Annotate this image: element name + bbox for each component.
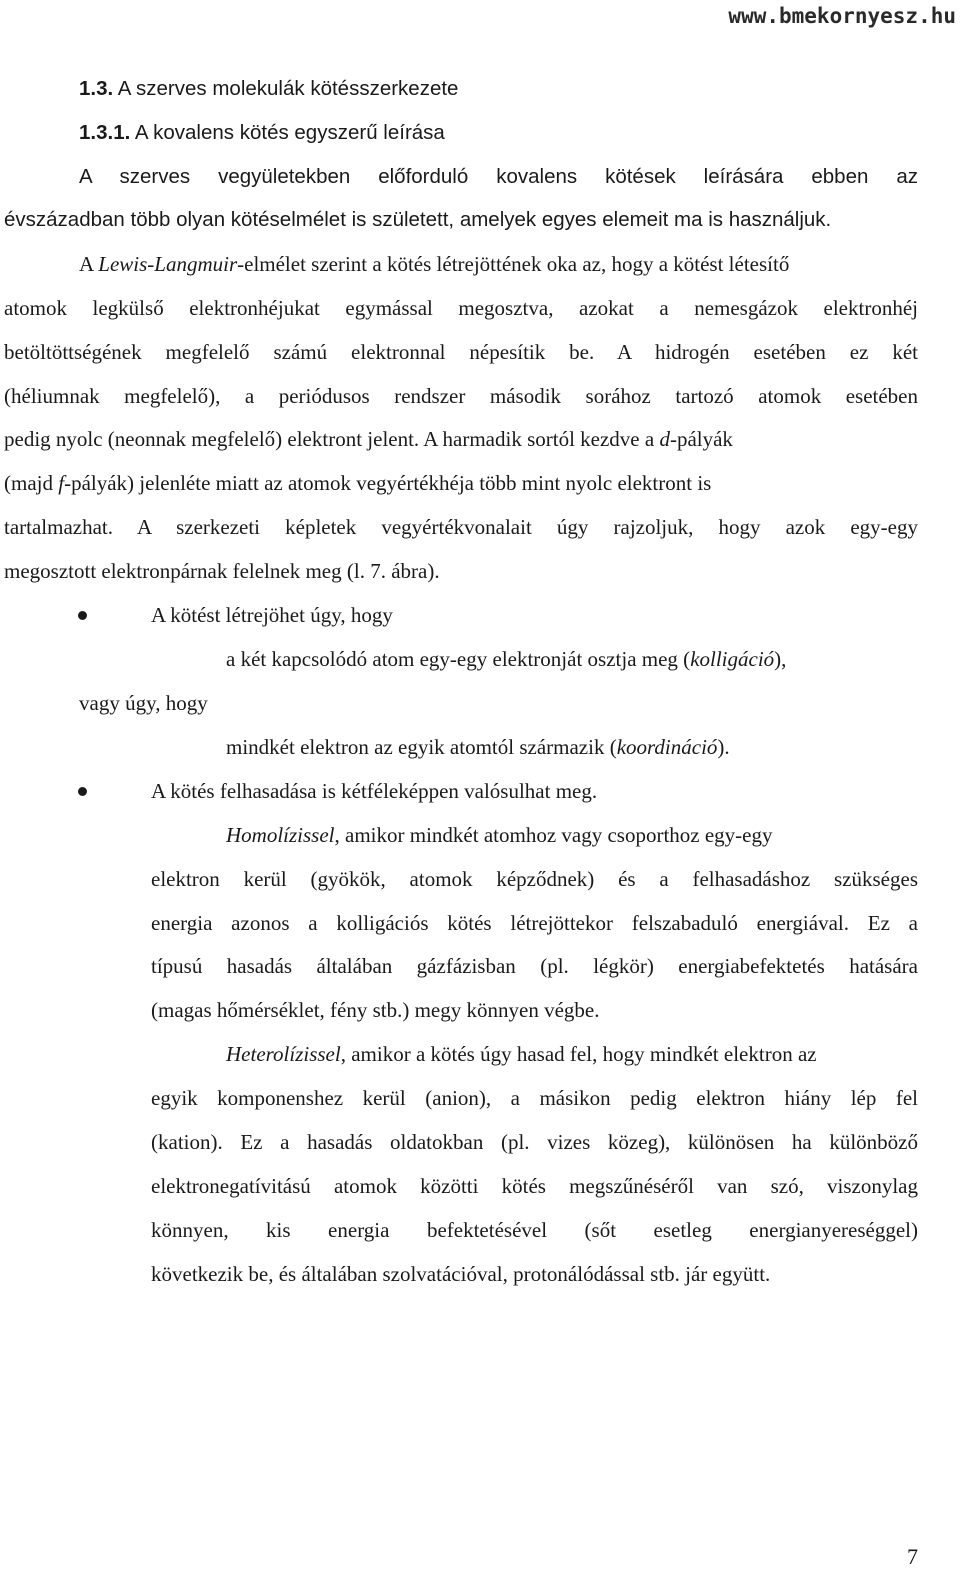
homolysis-term: Homolízissel xyxy=(226,823,335,847)
homolysis-line-4: típusú hasadás általában gázfázisban (pl. légkör) energiabefektetés hatására xyxy=(151,954,918,978)
lewis-line-1: A Lewis-Langmuir-elmélet szerint a kötés létrejöttének oka az, hogy a kötést létesítő xyxy=(79,252,790,276)
heterolysis-line-1: Heterolízissel, amikor a kötés úgy hasad fel, hogy mindkét elektron az xyxy=(226,1042,817,1066)
heterolysis-term: Heterolízissel xyxy=(226,1042,341,1066)
lewis-line-5: pedig nyolc (neonnak megfelelő) elektront jelent. A harmadik sortól kezdve a d-pályák xyxy=(4,427,733,451)
homolysis-line-1: Homolízissel, amikor mindkét atomhoz vagy csoporthoz egy-egy xyxy=(226,823,773,847)
section-number: 1.3. xyxy=(79,77,114,100)
homolysis-line-3: energia azonos a kolligációs kötés létrejöttekor felszabaduló energiával. Ez a xyxy=(151,911,918,935)
homolysis-line-2: elektron kerül (gyökök, atomok képződnek) és a felhasadáshoz szükséges xyxy=(151,867,918,891)
heterolysis-line-4: elektronegatívitású atomok közötti kötés megszűnéséről van szó, viszonylag xyxy=(151,1174,918,1198)
heterolysis-line-3: (kation). Ez a hasadás oldatokban (pl. vizes közeg), különösen ha különböző xyxy=(151,1130,918,1154)
lewis-line-7: tartalmazhat. A szerkezeti képletek vegyértékvonalait úgy rajzoljuk, hogy azok egy-egy xyxy=(4,515,918,539)
bullet1-option-1: a két kapcsolódó atom egy-egy elektronját osztja meg (kolligáció), xyxy=(226,647,787,671)
lewis-line-2: atomok legkülső elektronhéjukat egymással megosztva, azokat a nemesgázok elektronhéj xyxy=(4,296,918,320)
heterolysis-line-6: következik be, és általában szolvatációval, protonálódással stb. jár együtt. xyxy=(151,1262,771,1286)
bullet-icon xyxy=(78,611,87,620)
bullet1-option-2: mindkét elektron az egyik atomtól származik (koordináció). xyxy=(226,735,730,759)
lewis-line-8: megosztott elektronpárnak felelnek meg (l. 7. ábra). xyxy=(4,559,440,583)
homolysis-line-5: (magas hőmérséklet, fény stb.) megy könnyen végbe. xyxy=(151,998,600,1022)
heterolysis-line-5: könnyen, kis energia befektetésével (sőt esetleg energianyereséggel) xyxy=(151,1218,918,1242)
section-heading xyxy=(79,77,458,101)
lewis-line-3: betöltöttségének megfelelő számú elektronnal népesítik be. A hidrogén esetében ez két xyxy=(4,340,918,364)
bullet-icon xyxy=(78,787,87,796)
bullet1-connector: vagy úgy, hogy xyxy=(79,691,208,715)
lewis-line-4: (héliumnak megfelelő), a periódusos rendszer második sorához tartozó atomok esetében xyxy=(4,384,918,408)
heterolysis-line-2: egyik komponenshez kerül (anion), a másikon pedig elektron hiány lép fel xyxy=(151,1086,918,1110)
lewis-langmuir-term: Lewis-Langmuir xyxy=(98,252,238,276)
section-title: A szerves molekulák kötésszerkezete xyxy=(117,77,459,100)
bullet1-title: A kötést létrejöhet úgy, hogy xyxy=(151,603,393,627)
intro-line-2: évszázadban több olyan kötéselmélet is született, amelyek egyes elemeit ma is használjuk. xyxy=(4,208,832,231)
subsection-title: A kovalens kötés egyszerű leírása xyxy=(134,121,445,144)
subsection-heading xyxy=(79,121,445,145)
bullet2-title: A kötés felhasadása is kétféleképpen valósulhat meg. xyxy=(151,779,598,803)
subsection-number: 1.3.1. xyxy=(79,121,131,144)
page-number: 7 xyxy=(907,1544,918,1569)
intro-line-1: A szerves vegyületekben előforduló kovalens kötések leírására ebben az xyxy=(79,165,918,188)
lewis-line-6: (majd f-pályák) jelenléte miatt az atomok vegyértékhéja több mint nyolc elektront is xyxy=(4,471,712,495)
site-url: www.bmekornyesz.hu xyxy=(728,4,956,28)
